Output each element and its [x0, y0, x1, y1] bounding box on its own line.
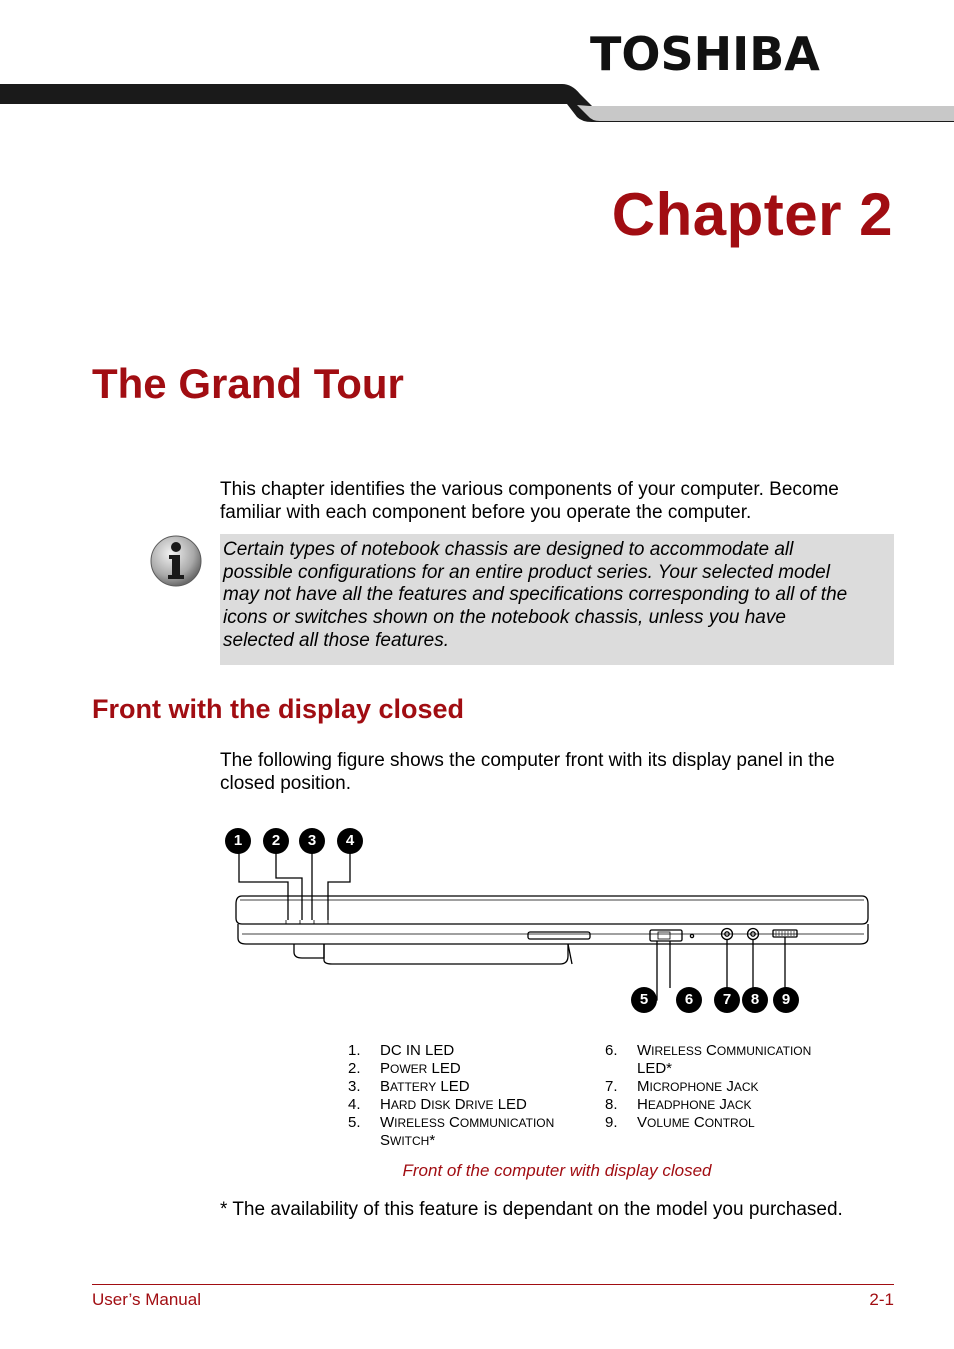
- legend-label: VOLUME CONTROL: [637, 1114, 755, 1131]
- section-heading: Front with the display closed: [92, 694, 465, 724]
- legend-number: 9.: [605, 1114, 618, 1131]
- section-intro: [220, 749, 900, 795]
- header-band: [0, 84, 954, 124]
- legend-label: LED*: [637, 1060, 673, 1077]
- legend-label: BATTERY LED: [380, 1078, 470, 1095]
- section-intro-line: The following figure shows the computer front with its display panel in the: [220, 750, 835, 771]
- callout-2: 2: [263, 828, 289, 854]
- chapter-heading: Chapter 2: [611, 181, 893, 248]
- legend-list-left: [348, 1042, 588, 1152]
- callout-3: 3: [299, 828, 325, 854]
- callout-1: 1: [225, 828, 251, 854]
- callout-8: 8: [742, 987, 768, 1013]
- legend-number: 5.: [348, 1114, 361, 1131]
- legend-label: MICROPHONE JACK: [637, 1078, 759, 1095]
- callout-5: 5: [631, 987, 657, 1013]
- figure-caption: Front of the computer with display closed: [402, 1161, 712, 1180]
- callout-9: 9: [773, 987, 799, 1013]
- callout-7: 7: [714, 987, 740, 1013]
- note-line: may not have all the features and specifications corresponding to all of the: [223, 584, 848, 606]
- legend-list-right: [605, 1042, 845, 1152]
- callout-6: 6: [676, 987, 702, 1013]
- intro-paragraph: This chapter identifies the various components of your computer. Become familiar with each component before you operate the computer.: [220, 479, 839, 523]
- legend-number: 2.: [348, 1060, 361, 1077]
- note-line: possible configurations for an entire product series. Your selected model: [223, 561, 830, 583]
- legend-label: SWITCH*: [380, 1132, 436, 1149]
- footer-rule: [92, 1284, 894, 1285]
- info-icon: [148, 533, 204, 589]
- legend-label: HARD DISK DRIVE LED: [380, 1096, 527, 1113]
- footnote: * The availability of this feature is dependant on the model you purchased.: [220, 1199, 843, 1220]
- footer-manual-label: User’s Manual: [92, 1290, 201, 1309]
- callout-4: 4: [337, 828, 363, 854]
- section-intro-line: closed position.: [220, 773, 351, 794]
- page-title: The Grand Tour: [92, 360, 404, 407]
- legend-label: HEADPHONE JACK: [637, 1096, 752, 1113]
- note-text: [223, 539, 893, 653]
- legend-label: POWER LED: [380, 1060, 461, 1077]
- note-line: icons or switches shown on the notebook chassis, unless you have: [223, 607, 786, 629]
- note-line: Certain types of notebook chassis are designed to accommodate all: [223, 539, 794, 560]
- note-line: selected all those features.: [223, 629, 450, 651]
- legend-number: 7.: [605, 1078, 618, 1095]
- legend-label: DC IN LED: [380, 1042, 455, 1059]
- legend-label: WIRELESS COMMUNICATION: [637, 1042, 812, 1059]
- legend-label: WIRELESS COMMUNICATION: [380, 1114, 555, 1131]
- legend-number: 3.: [348, 1078, 361, 1095]
- legend-number: 1.: [348, 1042, 361, 1059]
- legend-number: 4.: [348, 1096, 361, 1113]
- legend-number: 8.: [605, 1096, 618, 1113]
- legend-number: 6.: [605, 1042, 618, 1059]
- footer-page-number: 2-1: [869, 1290, 894, 1309]
- toshiba-logo: TOSHIBA: [590, 27, 820, 81]
